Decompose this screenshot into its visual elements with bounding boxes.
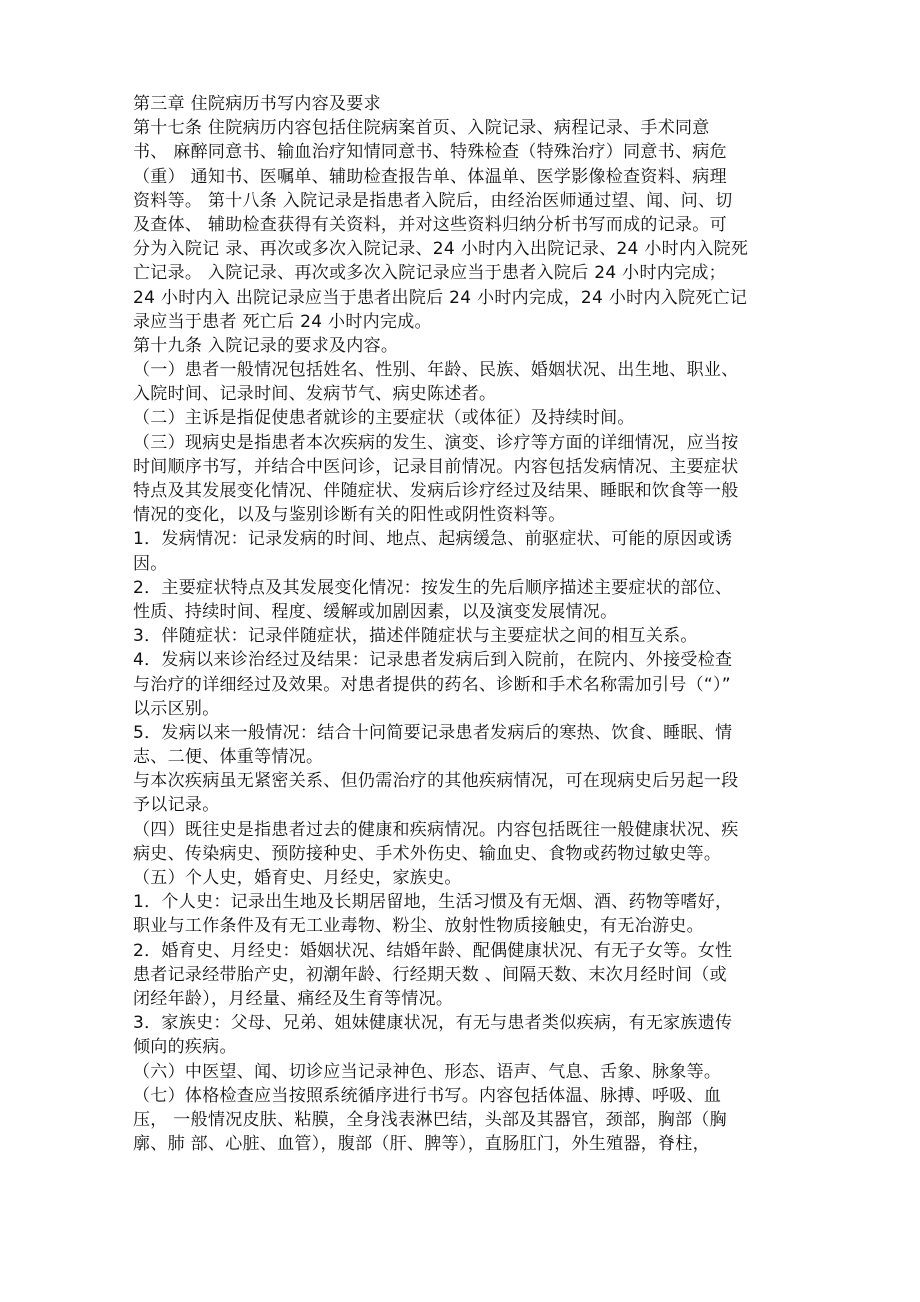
text-line: 时间顺序书写，并结合中医问诊，记录目前情况。内容包括发病情况、主要症状 [133, 456, 739, 477]
text-line: （一）患者一般情况包括姓名、性别、年龄、民族、婚姻状况、出生地、职业、 [133, 360, 739, 381]
text-line: 予以记录。 [133, 795, 220, 816]
text-line: 3．家族史：父母、兄弟、姐妹健康状况，有无与患者类似疾病，有无家族遗传 [133, 1013, 733, 1034]
text-line: （重） 通知书、医嘱单、辅助检查报告单、体温单、医学影像检查资料、病理 [133, 166, 727, 187]
text-line: 录应当于患者 死亡后 24 小时内完成。 [133, 311, 432, 332]
text-line: 与治疗的详细经过及效果。对患者提供的药名、诊断和手术名称需加引号（“）” [133, 674, 731, 695]
text-line: 3．伴随症状：记录伴随症状，描述伴随症状与主要症状之间的相互关系。 [133, 626, 698, 647]
text-line: 倾向的疾病。 [133, 1037, 237, 1058]
text-line: 因。 [133, 553, 168, 574]
text-line: （三）现病史是指患者本次疾病的发生、演变、诊疗等方面的详细情况，应当按 [133, 432, 739, 453]
text-line: 病史、传染病史、预防接种史、手术外伤史、输血史、食物或药物过敏史等。 [133, 843, 722, 864]
text-line: 24 小时内入 出院记录应当于患者出院后 24 小时内完成，24 小时内入院死亡记 [133, 287, 748, 308]
text-line: 4．发病以来诊治经过及结果：记录患者发病后到入院前，在院内、外接受检查 [133, 650, 733, 671]
text-line: 特点及其发展变化情况、伴随症状、发病后诊疗经过及结果、睡眠和饮食等一般 [133, 481, 739, 501]
text-line: 闭经年龄），月经量、痛经及生育等情况。 [133, 988, 454, 1009]
text-line: 5．发病以来一般情况：结合十问简要记录患者发病后的寒热、饮食、睡眠、情 [133, 722, 733, 743]
text-line: 第三章 住院病历书写内容及要求 [133, 94, 381, 114]
text-line: 1．发病情况：记录发病的时间、地点、起病缓急、前驱症状、可能的原因或诱 [133, 529, 733, 550]
text-line: 亡记录。 入院记录、再次或多次入院记录应当于患者入院后 24 小时内完成； [133, 263, 726, 284]
text-line: 书、 麻醉同意书、输血治疗知情同意书、特殊检查（特殊治疗）同意书、病危 [133, 142, 727, 163]
text-line: 1．个人史：记录出生地及长期居留地，生活习惯及有无烟、酒、药物等嗜好， [133, 892, 733, 913]
text-line: 2．主要症状特点及其发展变化情况：按发生的先后顺序描述主要症状的部位、 [133, 577, 733, 598]
text-line: （四）既往史是指患者过去的健康和疾病情况。内容包括既往一般健康状况、疾 [133, 819, 739, 840]
text-line: 第十九条 入院记录的要求及内容。 [133, 335, 399, 356]
text-line: （五）个人史，婚育史、月经史，家族史。 [133, 868, 462, 888]
text-line: 志、二便、体重等情况。 [133, 747, 324, 768]
text-line: 廓、肺 部、心脏、血管），腹部（肝、脾等），直肠肛门，外生殖器，脊柱， [133, 1134, 710, 1155]
text-line: 2．婚育史、月经史：婚姻状况、结婚年龄、配偶健康状况、有无子女等。女性 [133, 940, 733, 961]
text-line: 性质、持续时间、程度、缓解或加剧因素，以及演变发展情况。 [133, 601, 618, 622]
text-line: （七）体格检查应当按照系统循序进行书写。内容包括体温、脉搏、呼吸、血 [133, 1085, 722, 1106]
text-line: 以示区别。 [133, 698, 220, 719]
text-line: 压， 一般情况皮肤、粘膜，全身浅表淋巴结，头部及其器官，颈部，胸部（胸 [133, 1109, 727, 1130]
text-line: 职业与工作条件及有无工业毒物、粉尘、放射性物质接触史，有无冶游史。 [133, 916, 704, 937]
text-line: 分为入院记 录、再次或多次入院记录、24 小时内入出院记录、24 小时内入院死 [133, 239, 749, 260]
text-line: 及查体、 辅助检查获得有关资料，并对这些资料归纳分析书写而成的记录。可 [133, 214, 727, 235]
text-line: 患者记录经带胎产史，初潮年龄、行经期天数 、间隔天数、末次月经时间（或 [133, 964, 727, 985]
text-line: 入院时间、记录时间、发病节气、病史陈述者。 [133, 384, 497, 405]
text-line: 资料等。 第十八条 入院记录是指患者入院后，由经治医师通过望、闻、问、切 [133, 190, 733, 211]
text-line: （二）主诉是指促使患者就诊的主要症状（或体征）及持续时间。 [133, 408, 635, 429]
text-line: 情况的变化，以及与鉴别诊断有关的阳性或阴性资料等。 [133, 505, 566, 526]
text-line: （六）中医望、闻、切诊应当记录神色、形态、语声、气息、舌象、脉象等。 [133, 1061, 722, 1082]
document-body [133, 92, 793, 1156]
text-line: 第十七条 住院病历内容包括住院病案首页、入院记录、病程记录、手术同意 [133, 118, 710, 139]
text-line: 与本次疾病虽无紧密关系、但仍需治疗的其他疾病情况，可在现病史后另起一段 [133, 771, 739, 792]
